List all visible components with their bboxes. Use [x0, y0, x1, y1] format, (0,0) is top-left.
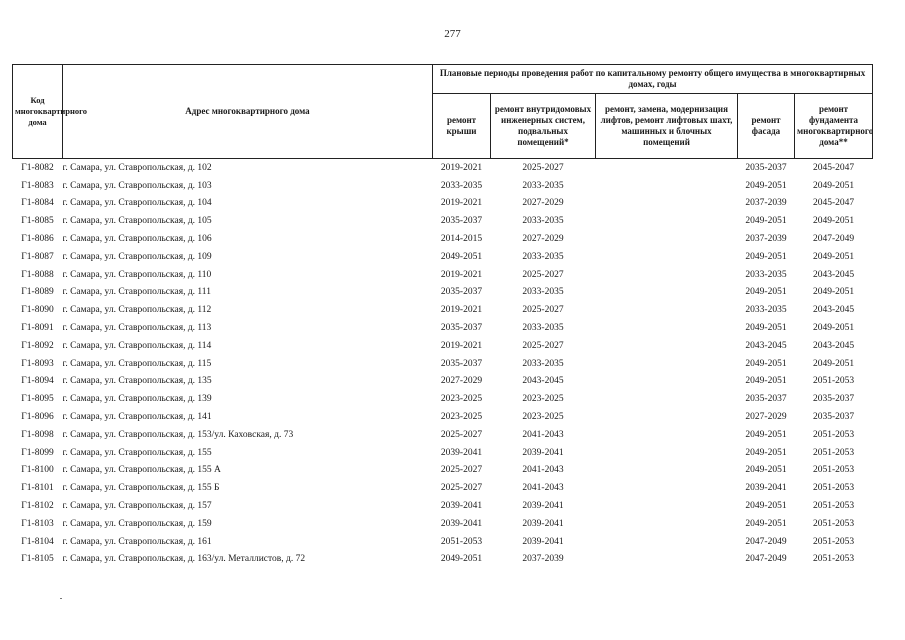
- table-row: [13, 159, 873, 177]
- cell-address: г. Самара, ул. Ставропольская, д. 106: [62, 234, 212, 245]
- table-header: [13, 65, 873, 159]
- cell-facade: 2035-2037: [745, 394, 787, 405]
- cell-roof: 2025-2027: [440, 465, 483, 476]
- cell-code: Г1-8092: [21, 340, 54, 351]
- cell-roof: 2025-2027: [440, 483, 483, 494]
- cell-address: г. Самара, ул. Ставропольская, д. 159: [62, 518, 212, 529]
- cell-roof: 2019-2021: [440, 162, 483, 173]
- cell-elevators: [596, 266, 738, 284]
- cell-roof: 2051-2053: [440, 536, 483, 547]
- cell-code: Г1-8091: [21, 323, 54, 334]
- cell-facade: 2035-2037: [745, 162, 787, 173]
- cell-systems: 2033-2035: [522, 180, 564, 191]
- header-code: Код многоквартирного дома: [13, 65, 63, 159]
- cell-foundation: 2043-2045: [812, 340, 855, 351]
- cell-address: г. Самара, ул. Ставропольская, д. 115: [62, 358, 212, 369]
- cell-roof: 2019-2021: [440, 305, 483, 316]
- cell-foundation: 2049-2051: [812, 323, 855, 334]
- cell-systems: 2025-2027: [522, 305, 564, 316]
- cell-foundation: 2049-2051: [812, 287, 855, 298]
- cell-elevators: [596, 515, 738, 533]
- cell-elevators: [596, 230, 738, 248]
- table-row: [13, 230, 873, 248]
- cell-address: г. Самара, ул. Ставропольская, д. 155: [62, 447, 212, 458]
- cell-code: Г1-8098: [21, 429, 54, 440]
- cell-elevators: [596, 551, 738, 569]
- cell-address: г. Самара, ул. Ставропольская, д. 157: [62, 501, 212, 512]
- table-row: [13, 444, 873, 462]
- cell-facade: 2049-2051: [745, 501, 787, 512]
- cell-elevators: [596, 462, 738, 480]
- cell-systems: 2041-2043: [522, 429, 564, 440]
- table-row: [13, 551, 873, 569]
- table-row: [13, 462, 873, 480]
- cell-foundation: 2051-2053: [812, 554, 855, 565]
- cell-elevators: [596, 355, 738, 373]
- cell-code: Г1-8096: [21, 412, 54, 423]
- cell-facade: 2047-2049: [745, 554, 787, 565]
- cell-foundation: 2049-2051: [812, 216, 855, 227]
- table-row: [13, 248, 873, 266]
- cell-systems: 2039-2041: [522, 536, 564, 547]
- cell-roof: 2039-2041: [440, 447, 483, 458]
- cell-address: г. Самара, ул. Ставропольская, д. 103: [62, 180, 212, 191]
- cell-facade: 2049-2051: [745, 518, 787, 529]
- cell-systems: 2025-2027: [522, 340, 564, 351]
- cell-elevators: [596, 284, 738, 302]
- cell-roof: 2035-2037: [440, 358, 483, 369]
- cell-facade: 2037-2039: [745, 234, 787, 245]
- cell-systems: 2027-2029: [522, 198, 564, 209]
- cell-elevators: [596, 373, 738, 391]
- cell-code: Г1-8095: [21, 394, 54, 405]
- cell-roof: 2019-2021: [440, 269, 483, 280]
- cell-address: г. Самара, ул. Ставропольская, д. 110: [62, 269, 212, 280]
- table-row: [13, 355, 873, 373]
- table-row: [13, 390, 873, 408]
- cell-address: г. Самара, ул. Ставропольская, д. 153/ул. Каховская, д. 73: [62, 429, 294, 440]
- cell-elevators: [596, 319, 738, 337]
- cell-code: Г1-8104: [21, 536, 54, 547]
- cell-address: г. Самара, ул. Ставропольская, д. 114: [62, 340, 212, 351]
- cell-facade: 2049-2051: [745, 180, 787, 191]
- table-row: [13, 533, 873, 551]
- cell-roof: 2035-2037: [440, 323, 483, 334]
- cell-facade: 2049-2051: [745, 447, 787, 458]
- header-roof: ремонт крыши: [433, 94, 491, 159]
- cell-foundation: 2051-2053: [812, 429, 855, 440]
- cell-foundation: 2051-2053: [812, 483, 855, 494]
- cell-code: Г1-8101: [21, 483, 54, 494]
- cell-code: Г1-8085: [21, 216, 54, 227]
- cell-code: Г1-8090: [21, 305, 54, 316]
- table-row: [13, 266, 873, 284]
- cell-address: г. Самара, ул. Ставропольская, д. 141: [62, 412, 212, 423]
- cell-roof: 2035-2037: [440, 216, 483, 227]
- cell-roof: 2023-2025: [440, 412, 483, 423]
- cell-elevators: [596, 301, 738, 319]
- cell-foundation: 2047-2049: [812, 234, 855, 245]
- cell-elevators: [596, 444, 738, 462]
- cell-code: Г1-8093: [21, 358, 54, 369]
- cell-foundation: 2043-2045: [812, 269, 855, 280]
- table-body: [13, 159, 873, 569]
- cell-code: Г1-8086: [21, 234, 54, 245]
- cell-code: Г1-8100: [21, 465, 54, 476]
- cell-address: г. Самара, ул. Ставропольская, д. 112: [62, 305, 212, 316]
- table-row: [13, 337, 873, 355]
- cell-roof: 2039-2041: [440, 518, 483, 529]
- header-facade: ремонт фасада: [738, 94, 795, 159]
- header-periods-group: Плановые периоды проведения работ по капитальному ремонту общего имущества в многоквартирных домах, годы: [433, 65, 873, 94]
- table-row: [13, 195, 873, 213]
- cell-roof: 2025-2027: [440, 429, 483, 440]
- cell-roof: 2039-2041: [440, 501, 483, 512]
- table-row: [13, 319, 873, 337]
- cell-elevators: [596, 177, 738, 195]
- cell-facade: 2033-2035: [745, 305, 787, 316]
- cell-address: г. Самара, ул. Ставропольская, д. 104: [62, 198, 212, 209]
- cell-elevators: [596, 533, 738, 551]
- cell-foundation: 2049-2051: [812, 251, 855, 262]
- cell-facade: 2027-2029: [745, 412, 787, 423]
- cell-address: г. Самара, ул. Ставропольская, д. 161: [62, 536, 212, 547]
- cell-foundation: 2051-2053: [812, 501, 855, 512]
- cell-elevators: [596, 159, 738, 177]
- table-row: [13, 284, 873, 302]
- cell-foundation: 2051-2053: [812, 536, 855, 547]
- header-address: Адрес многоквартирного дома: [63, 65, 433, 159]
- cell-systems: 2039-2041: [522, 518, 564, 529]
- cell-elevators: [596, 479, 738, 497]
- cell-systems: 2025-2027: [522, 269, 564, 280]
- cell-facade: 2049-2051: [745, 287, 787, 298]
- cell-systems: 2033-2035: [522, 358, 564, 369]
- cell-elevators: [596, 337, 738, 355]
- table-row: [13, 426, 873, 444]
- cell-foundation: 2049-2051: [812, 358, 855, 369]
- cell-elevators: [596, 248, 738, 266]
- cell-code: Г1-8083: [21, 180, 54, 191]
- cell-code: Г1-8084: [21, 198, 54, 209]
- cell-facade: 2049-2051: [745, 465, 787, 476]
- cell-code: Г1-8082: [21, 162, 54, 173]
- cell-systems: 2027-2029: [522, 234, 564, 245]
- cell-facade: 2049-2051: [745, 376, 787, 387]
- cell-address: г. Самара, ул. Ставропольская, д. 135: [62, 376, 212, 387]
- cell-code: Г1-8105: [21, 554, 54, 565]
- cell-systems: 2043-2045: [522, 376, 564, 387]
- cell-address: г. Самара, ул. Ставропольская, д. 109: [62, 251, 212, 262]
- header-elevators: ремонт, замена, модернизация лифтов, ремонт лифтовых шахт, машинных и блочных помещений: [596, 94, 738, 159]
- cell-facade: 2049-2051: [745, 358, 787, 369]
- cell-systems: 2039-2041: [522, 447, 564, 458]
- cell-address: г. Самара, ул. Ставропольская, д. 163/ул. Металлистов, д. 72: [62, 554, 306, 565]
- header-systems: ремонт внутридомовых инженерных систем, подвальных помещений*: [491, 94, 596, 159]
- cell-address: г. Самара, ул. Ставропольская, д. 102: [62, 162, 212, 173]
- cell-systems: 2033-2035: [522, 251, 564, 262]
- cell-elevators: [596, 212, 738, 230]
- cell-facade: 2049-2051: [745, 216, 787, 227]
- cell-elevators: [596, 408, 738, 426]
- cell-code: Г1-8103: [21, 518, 54, 529]
- cell-systems: 2033-2035: [522, 216, 564, 227]
- cell-systems: 2041-2043: [522, 465, 564, 476]
- cell-systems: 2023-2025: [522, 394, 564, 405]
- cell-foundation: 2051-2053: [812, 465, 855, 476]
- cell-facade: 2047-2049: [745, 536, 787, 547]
- capital-repair-table: [12, 64, 873, 568]
- table-row: [13, 479, 873, 497]
- table-row: [13, 373, 873, 391]
- cell-roof: 2027-2029: [440, 376, 483, 387]
- cell-code: Г1-8099: [21, 447, 54, 458]
- cell-systems: 2033-2035: [522, 323, 564, 334]
- cell-elevators: [596, 426, 738, 444]
- cell-foundation: 2051-2053: [812, 376, 855, 387]
- table-row: [13, 497, 873, 515]
- cell-facade: 2033-2035: [745, 269, 787, 280]
- cell-roof: 2014-2015: [440, 234, 483, 245]
- table-row: [13, 408, 873, 426]
- cell-systems: 2023-2025: [522, 412, 564, 423]
- cell-foundation: 2049-2051: [812, 180, 855, 191]
- cell-foundation: 2051-2053: [812, 447, 855, 458]
- cell-roof: 2049-2051: [440, 554, 483, 565]
- cell-roof: 2023-2025: [440, 394, 483, 405]
- cell-facade: 2049-2051: [745, 323, 787, 334]
- cell-address: г. Самара, ул. Ставропольская, д. 111: [62, 287, 211, 298]
- cell-roof: 2049-2051: [440, 251, 483, 262]
- cell-code: Г1-8087: [21, 251, 54, 262]
- cell-foundation: 2051-2053: [812, 518, 855, 529]
- cell-code: Г1-8094: [21, 376, 54, 387]
- cell-roof: 2035-2037: [440, 287, 483, 298]
- cell-facade: 2049-2051: [745, 251, 787, 262]
- cell-roof: 2033-2035: [440, 180, 483, 191]
- cell-systems: 2039-2041: [522, 501, 564, 512]
- cell-foundation: 2043-2045: [812, 305, 855, 316]
- cell-code: Г1-8088: [21, 269, 54, 280]
- cell-systems: 2037-2039: [522, 554, 564, 565]
- cell-address: г. Самара, ул. Ставропольская, д. 113: [62, 323, 212, 334]
- cell-address: г. Самара, ул. Ставропольская, д. 155 Б: [62, 483, 220, 494]
- cell-foundation: 2045-2047: [812, 162, 855, 173]
- cell-facade: 2049-2051: [745, 429, 787, 440]
- table-row: [13, 515, 873, 533]
- cell-systems: 2025-2027: [522, 162, 564, 173]
- cell-code: Г1-8089: [21, 287, 54, 298]
- cell-systems: 2033-2035: [522, 287, 564, 298]
- cell-elevators: [596, 390, 738, 408]
- cell-foundation: 2035-2037: [812, 412, 855, 423]
- cell-code: Г1-8102: [21, 501, 54, 512]
- table-row: [13, 212, 873, 230]
- header-foundation: ремонт фундамента многоквартирного дома**: [795, 94, 873, 159]
- cell-facade: 2043-2045: [745, 340, 787, 351]
- table-row: [13, 177, 873, 195]
- table-row: [13, 301, 873, 319]
- cell-foundation: 2035-2037: [812, 394, 855, 405]
- cell-elevators: [596, 195, 738, 213]
- cell-facade: 2039-2041: [745, 483, 787, 494]
- cell-address: г. Самара, ул. Ставропольская, д. 105: [62, 216, 212, 227]
- cell-roof: 2019-2021: [440, 340, 483, 351]
- cell-roof: 2019-2021: [440, 198, 483, 209]
- cell-systems: 2041-2043: [522, 483, 564, 494]
- cell-foundation: 2045-2047: [812, 198, 855, 209]
- cell-facade: 2037-2039: [745, 198, 787, 209]
- page-number: 277: [444, 28, 461, 40]
- scan-speck: [60, 598, 62, 599]
- cell-address: г. Самара, ул. Ставропольская, д. 139: [62, 394, 212, 405]
- cell-elevators: [596, 497, 738, 515]
- cell-address: г. Самара, ул. Ставропольская, д. 155 А: [62, 465, 221, 476]
